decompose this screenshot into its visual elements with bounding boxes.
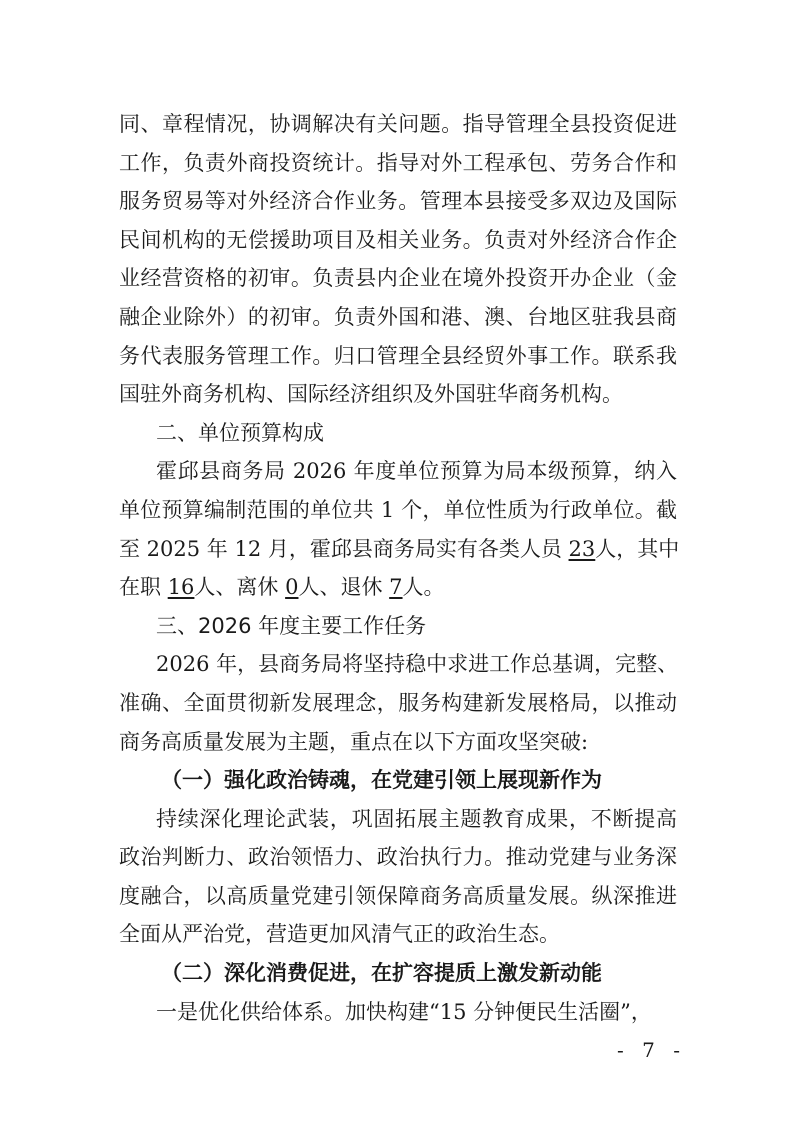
subsection-heading-2: （二）深化消费促进，在扩容提质上激发新动能	[161, 961, 602, 986]
retired-cadre-value: 0	[285, 575, 299, 600]
text-line: 准确、全面贯彻新发展理念，服务构建新发展格局，以推动	[119, 690, 677, 715]
text-line: 服务贸易等对外经济合作业务。管理本县接受多双边及国际	[119, 189, 677, 214]
text-line: 度融合，以高质量党建引领保障商务高质量发展。纵深推进	[119, 883, 677, 908]
staff-total-value: 23	[568, 536, 596, 561]
retired-staff-value: 7	[389, 575, 403, 600]
text-segment: 至 2025 年 12 月，霍邱县商务局实有各类人员	[119, 536, 569, 561]
document-page	[119, 105, 680, 1031]
staff-total-line	[119, 530, 680, 569]
text-line: 工作，负责外商投资统计。指导对外工程承包、劳务合作和	[119, 150, 677, 175]
text-line: 商务高质量发展为主题，重点在以下方面攻坚突破:	[119, 729, 589, 754]
text-line: 一是优化供给体系。加快构建“15 分钟便民生活圈”，	[156, 999, 652, 1024]
text-line: 霍邱县商务局 2026 年度单位预算为局本级预算，纳入	[156, 459, 677, 484]
text-line: 国驻外商务机构、国际经济组织及外国驻华商务机构。	[119, 382, 623, 407]
text-line: 持续深化理论武装，巩固拓展主题教育成果，不断提高	[156, 806, 677, 831]
text-line: 单位预算编制范围的单位共 1 个，单位性质为行政单位。截	[119, 497, 677, 522]
section-heading-3: 三、2026 年度主要工作任务	[156, 613, 427, 638]
section-heading-2: 二、单位预算构成	[156, 420, 324, 445]
text-segment: 人、退休	[298, 575, 390, 600]
text-segment: 人，其中	[595, 536, 680, 561]
text-line: 同、章程情况，协调解决有关问题。指导管理全县投资促进	[119, 112, 677, 136]
text-segment: 人、离休	[194, 575, 286, 600]
text-segment: 人。	[402, 575, 445, 600]
active-staff-value: 16	[167, 575, 195, 600]
text-segment: 在职	[119, 575, 168, 600]
text-line: 民间机构的无偿援助项目及相关业务。负责对外经济合作企	[119, 227, 677, 252]
text-line: 业经营资格的初审。负责县内企业在境外投资开办企业（金	[119, 266, 677, 291]
staff-breakdown-line	[119, 568, 677, 607]
subsection-heading-1: （一）强化政治铸魂，在党建引领上展现新作为	[161, 768, 602, 793]
text-line: 政治判断力、政治领悟力、政治执行力。推动党建与业务深	[119, 845, 677, 870]
text-line: 全面从严治党，营造更加风清气正的政治生态。	[119, 922, 560, 947]
text-line: 2026 年，县商务局将坚持稳中求进工作总基调，完整、	[156, 652, 679, 677]
page-number: - 7 -	[617, 1038, 686, 1062]
text-line: 务代表服务管理工作。归口管理全县经贸外事工作。联系我	[119, 343, 677, 368]
text-line: 融企业除外）的初审。负责外国和港、澳、台地区驻我县商	[119, 304, 677, 329]
